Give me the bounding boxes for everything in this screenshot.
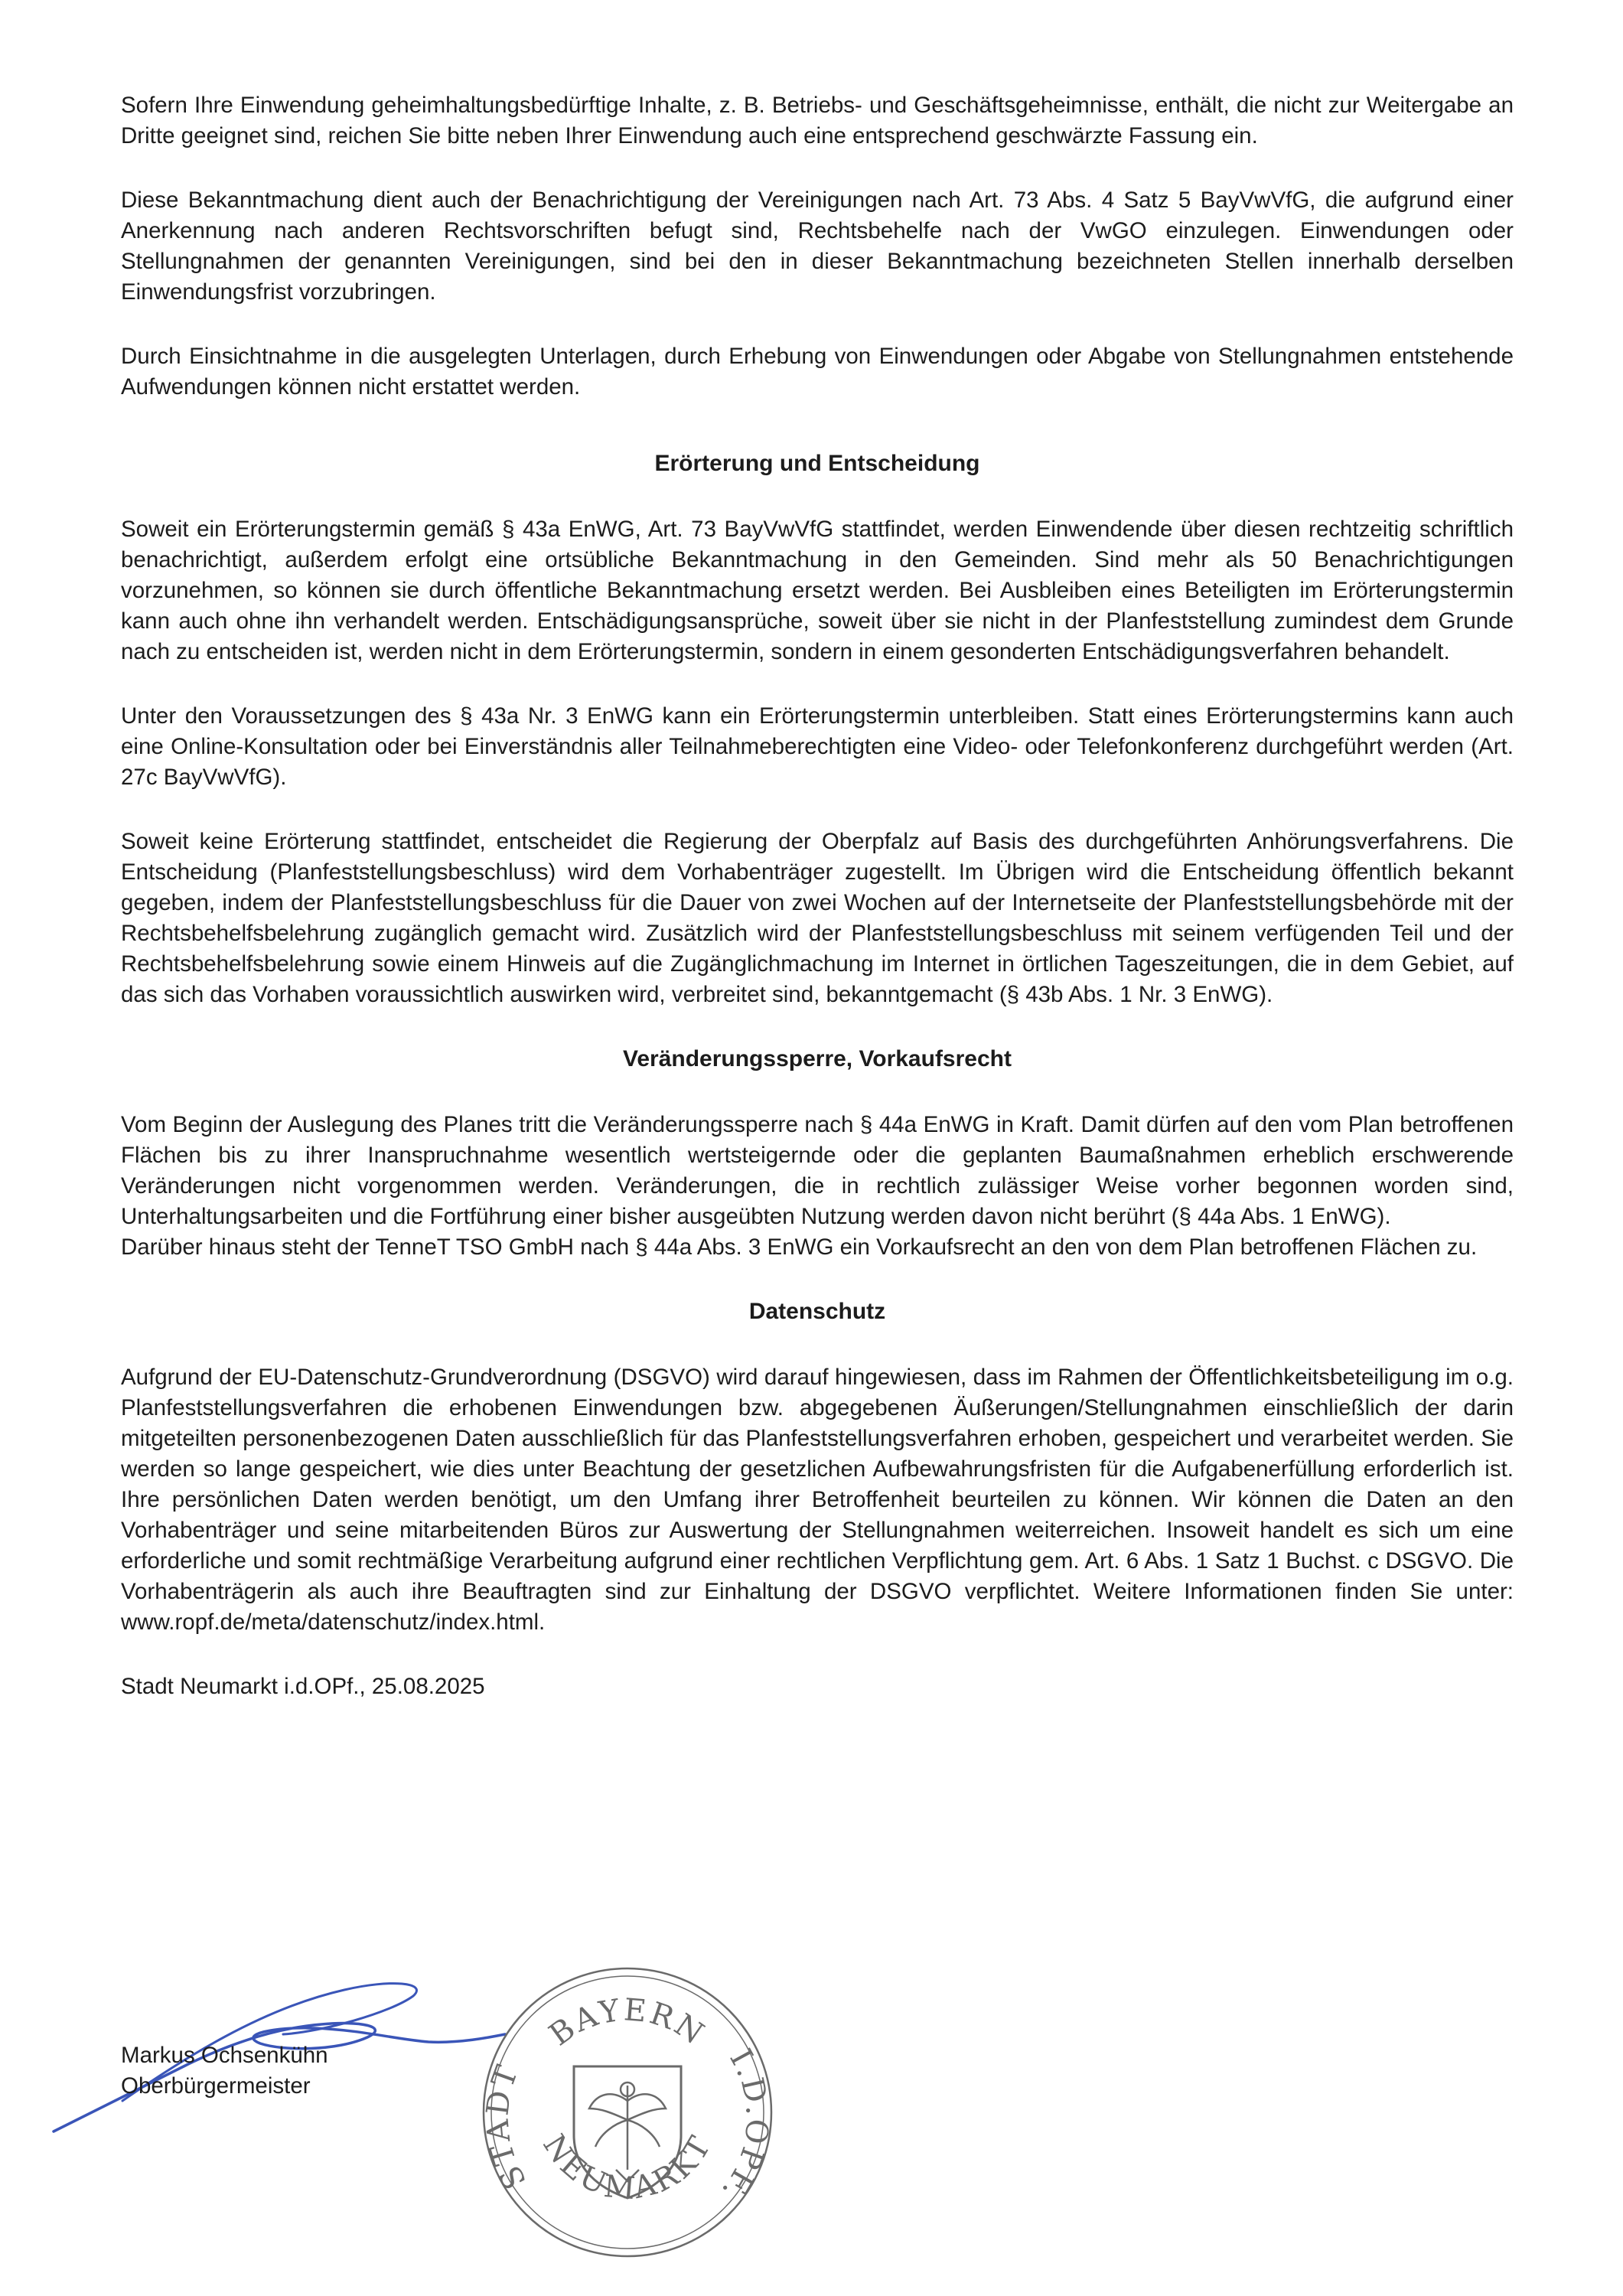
paragraph-entscheidung: Soweit keine Erörterung stattfindet, entscheidet die Regierung der Oberpfalz auf Basis des durchgeführten Anhörungsverfahrens. Die Entscheidung (Planfeststellungsbeschluss) wird dem Vorhabenträger zugestellt. Im Übrigen wird die Entscheidung öffentlich bekannt gegeben, indem der Planfeststellungsbeschluss für die Dauer von zwei Wochen auf der Internetseite der Planfeststellungsbehörde mit der Rechtsbehelfsbelehrung zugänglich gemacht wird. Zusätzlich wird der Planfeststellungsbeschluss mit seinem verfügenden Teil und der Rechtsbehelfsbelehrung sowie einem Hinweis auf die Zugänglichmachung im Internet in örtlichen Tageszeitungen, die in dem Gebiet, auf das sich das Vorhaben voraussichtlich auswirken wird, verbreitet sind, bekanntgemacht (§ 43b Abs. 1 Nr. 3 EnWG). <box>121 829 1514 1007</box>
signer-block <box>121 2040 328 2102</box>
place-date: Stadt Neumarkt i.d.OPf., 25.08.2025 <box>121 1674 485 1699</box>
paragraph-aufwendungen: Durch Einsichtnahme in die ausgelegten Unterlagen, durch Erhebung von Einwendungen oder Abgabe von Stellungnahmen entstehende Aufwendungen können nicht erstattet werden. <box>121 344 1514 400</box>
heading-eroerterung: Erörterung und Entscheidung <box>654 451 980 476</box>
seal-text-bottom: NEUMARKT <box>536 2128 719 2207</box>
paragraph-datenschutz: Aufgrund der EU-Datenschutz-Grundverordnung (DSGVO) wird darauf hingewiesen, dass im Rahmen der Öffentlichkeitsbeteiligung im o.g. Planfeststellungsverfahren die erhobenen Einwendungen bzw. abgegebenen Äußerungen/Stellungnahmen einschließlich der darin mitgeteilten personenbezogenen Daten ausschließlich für das Planfeststellungsverfahren erhoben, gespeichert und verarbeitet werden. Sie werden so lange gespeichert, wie dies unter Beachtung der gesetzlichen Aufbewahrungsfristen für die Aufgabenerfüllung erforderlich ist. Ihre persönlichen Daten werden benötigt, um den Umfang ihrer Betroffenheit beurteilen zu können. Wir können die Daten an den Vorhabenträger und seine mitarbeitenden Büros zur Auswertung der Stellungnahmen weiterreichen. Insoweit handelt es sich um eine erforderliche und somit rechtmäßige Verarbeitung aufgrund einer rechtlichen Verpflichtung gem. Art. 6 Abs. 1 Satz 1 Buchst. c DSGVO. Die Vorhabenträgerin als auch ihre Beauftragten sind zur Einhaltung der DSGVO verpflichtet. Weitere Informationen finden Sie unter: www.ropf.de/meta/datenschutz/index.html. <box>121 1365 1514 1635</box>
document-page <box>121 90 1514 1702</box>
official-seal <box>474 1959 781 2265</box>
handwritten-signature <box>31 1936 520 2135</box>
signer-title: Oberbürgermeister <box>121 2073 311 2099</box>
paragraph-vereinigungen: Diese Bekanntmachung dient auch der Benachrichtigung der Vereinigungen nach Art. 73 Abs. 4 Satz 5 BayVwVfG, die aufgrund einer Anerkennung nach anderen Rechtsvorschriften befugt sind, Rechtsbehelfe nach der VwGO einzulegen. Einwendungen oder Stellungnahmen der genannten Vereinigungen, sind bei den in dieser Bekanntmachung bezeichneten Stellen innerhalb derselben Einwendungsfrist vorzubringen. <box>121 188 1514 305</box>
seal-text-top: BAYERN <box>543 1992 712 2053</box>
paragraph-online-konsultation: Unter den Voraussetzungen des § 43a Nr. 3 EnWG kann ein Erörterungstermin unterbleiben. Statt eines Erörterungstermins kann auch eine Online-Konsultation oder bei Einverständnis aller Teilnahmeberechtigten eine Video- oder Telefonkonferenz durchgeführt werden (Art. 27c BayVwVfG). <box>121 703 1514 790</box>
paragraph-geheimhaltung: Sofern Ihre Einwendung geheimhaltungsbedürftige Inhalte, z. B. Betriebs- und Geschäftsgeheimnisse, enthält, die nicht zur Weitergabe an Dritte geeignet sind, reichen Sie bitte neben Ihrer Einwendung auch eine entsprechend geschwärzte Fassung ein. <box>121 93 1514 148</box>
heading-datenschutz: Datenschutz <box>748 1299 886 1324</box>
paragraph-vorkaufsrecht: Darüber hinaus steht der TenneT TSO GmbH nach § 44a Abs. 3 EnWG ein Vorkaufsrecht an den von dem Plan betroffenen Flächen zu. <box>121 1234 1478 1260</box>
seal-text-left: STADT <box>480 2059 534 2195</box>
seal-text-right: I.D.OPF. <box>713 2043 775 2210</box>
signer-name: Markus Ochsenkühn <box>121 2043 328 2068</box>
paragraph-eroerterungstermin: Soweit ein Erörterungstermin gemäß § 43a EnWG, Art. 73 BayVwVfG stattfindet, werden Einwendende über diesen rechtzeitig schriftlich benachrichtigt, außerdem erfolgt eine ortsübliche Bekanntmachung in den Gemeinden. Sind mehr als 50 Benachrichtigungen vorzunehmen, so können sie durch öffentliche Bekanntmachung ersetzt werden. Bei Ausbleiben eines Beteiligten im Erörterungstermin kann auch ohne ihn verhandelt werden. Entschädigungsansprüche, soweit über sie nicht in der Planfeststellung zumindest dem Grunde nach zu entscheiden ist, werden nicht in dem Erörterungstermin, sondern in einem gesonderten Entschädigungsverfahren behandelt. <box>121 517 1514 664</box>
paragraph-veraenderungssperre: Vom Beginn der Auslegung des Planes tritt die Veränderungssperre nach § 44a EnWG in Kraft. Damit dürfen auf den vom Plan betroffenen Flächen bis zu ihrer Inanspruchnahme wesentlich wertsteigernde oder die geplanten Baumaßnahmen erheblich erschwerende Veränderungen nicht vorgenommen werden. Veränderungen, die in rechtlich zulässiger Weise vorher begonnen worden sind, Unterhaltungsarbeiten und die Fortführung einer bisher ausgeübten Nutzung werden davon nicht berührt (§ 44a Abs. 1 EnWG). <box>121 1112 1514 1229</box>
heading-veraenderungssperre: Veränderungssperre, Vorkaufsrecht <box>623 1046 1012 1071</box>
